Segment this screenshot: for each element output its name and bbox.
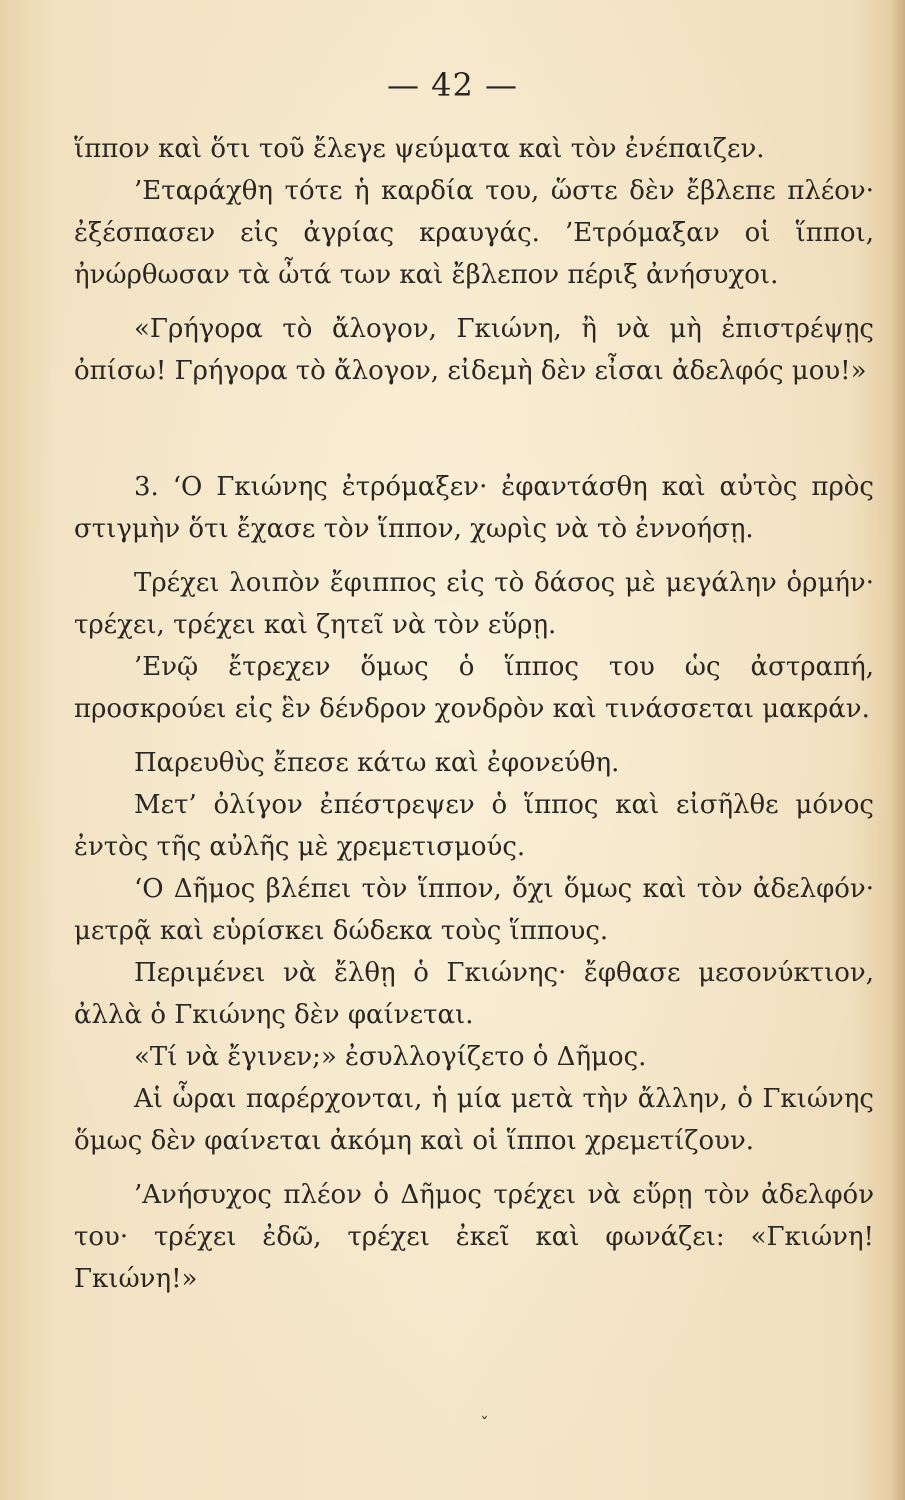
page-edge-shadow [891, 0, 905, 1500]
paragraph-5: Τρέχει λοιπὸν ἔφιππος εἰς τὸ δάσος μὲ μεγάλην ὁρμήν· τρέχει, τρέχει καὶ ζητεῖ νὰ τὸν εὕρῃ. [74, 568, 874, 640]
section-3-paragraph: 3. ‘Ο Γκιώνης ἐτρόμαξεν· ἐφαντάσθη καὶ αὐτὸς πρὸς στιγμὴν ὅτι ἔχασε τὸν ἵππον, χωρὶς νὰ τὸ ἐννοήσῃ. [74, 472, 874, 544]
paragraph-6: ’Ενῷ ἔτρεχεν ὅμως ὁ ἵππος του ὡς ἀστραπή, προσκρούει εἰς ἓν δένδρον χονδρὸν καὶ τινάσσεται μακράν. [74, 652, 874, 724]
paragraph-13: ’Ανήσυχος πλέον ὁ Δῆμος τρέχει νὰ εὕρῃ τὸν ἀδελφόν του· τρέχει ἐδῶ, τρέχει ἐκεῖ καὶ φωνάζει: «Γκιώνη! Γκιώνη!» [74, 1180, 874, 1294]
paragraph-7: Παρευθὺς ἔπεσε κάτω καὶ ἐφονεύθη. [134, 748, 620, 778]
paragraph-2: ’Εταράχθη τότε ἡ καρδία του, ὥστε δὲν ἔβλεπε πλέον· ἐξέσπασεν εἰς ἀγρίας κραυγάς. ’Ετρόμαξαν οἱ ἵπποι, ἠνώρθωσαν τὰ ὦτά των καὶ ἔβλεπον πέριξ ἀνήσυχοι. [74, 176, 874, 290]
footer-mark: ˇ [480, 1414, 489, 1435]
paragraph-1: ἵππον καὶ ὅτι τοῦ ἔλεγε ψεύματα καὶ τὸν ἐνέπαιζεν. [74, 134, 765, 164]
page-body [74, 128, 874, 1300]
paragraph-12: Αἱ ὧραι παρέρχονται, ἡ μία μετὰ τὴν ἄλλην, ὁ Γκιώνης ὅμως δὲν φαίνεται ἀκόμη καὶ οἱ ἵπποι χρεμετίζουν. [74, 1084, 874, 1156]
paragraph-3: «Γρήγορα τὸ ἄλογον, Γκιώνη, ἢ νὰ μὴ ἐπιστρέψῃς ὀπίσω! Γρήγορα τὸ ἄλογον, εἰδεμὴ δὲν εἶσαι ἀδελφός μου!» [74, 314, 874, 386]
paragraph-11: «Τί νὰ ἔγινεν;» ἐσυλλογίζετο ὁ Δῆμος. [134, 1042, 647, 1072]
paragraph-8: Μετ’ ὀλίγον ἐπέστρεψεν ὁ ἵππος καὶ εἰσῆλθε μόνος ἐντὸς τῆς αὐλῆς μὲ χρεμετισμούς. [74, 790, 874, 862]
paragraph-10: Περιμένει νὰ ἔλθῃ ὁ Γκιώνης· ἔφθασε μεσονύκτιον, ἀλλὰ ὁ Γκιώνης δὲν φαίνεται. [74, 958, 874, 1030]
page-number: — 42 — [386, 66, 519, 104]
paragraph-9: ‘Ο Δῆμος βλέπει τὸν ἵππον, ὄχι ὅμως καὶ τὸν ἀδελφόν· μετρᾷ καὶ εὑρίσκει δώδεκα τοὺς ἵππους. [74, 874, 874, 946]
